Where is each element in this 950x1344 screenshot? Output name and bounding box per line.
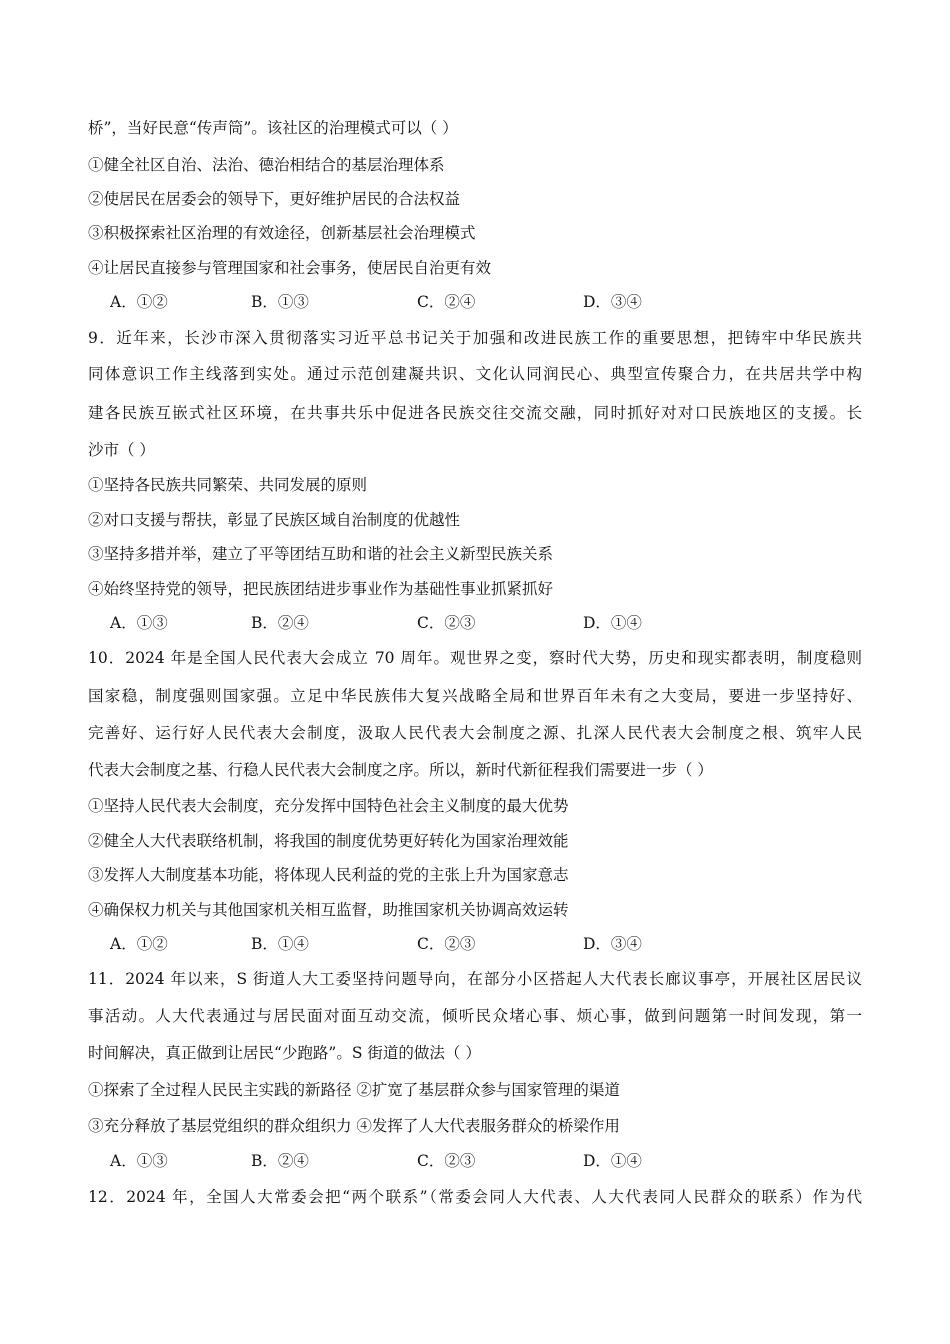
- q9-statement-1: ①坚持各民族共同繁荣、共同发展的原则: [88, 476, 368, 494]
- q9-stem-line-4: 沙市（ ）: [88, 441, 155, 459]
- q11-stem-line-3: 时间解决，真正做到让居民“少跑路”。S 街道的做法（ ）: [88, 1044, 481, 1062]
- q10-option-c[interactable]: C．②③: [417, 935, 476, 953]
- q11-stem-line-2: 事活动。人大代表通过与居民面对面互动交流，倾听民众堵心事、烦心事，做到问题第一时间发现，第一: [88, 1007, 862, 1025]
- q8-statement-1: ①健全社区自治、法治、德治相结合的基层治理体系: [88, 156, 445, 174]
- q11-option-d[interactable]: D．①④: [583, 1152, 642, 1170]
- q9-statement-2: ②对口支援与帮扶，彰显了民族区域自治制度的优越性: [88, 511, 461, 529]
- q8-option-c[interactable]: C．②④: [417, 293, 476, 311]
- q8-statement-4: ④让居民直接参与管理国家和社会事务，使居民自治更有效: [88, 259, 492, 277]
- q9-option-b[interactable]: B．②④: [251, 614, 309, 632]
- q10-option-d[interactable]: D．③④: [583, 935, 642, 953]
- q9-option-d[interactable]: D．①④: [583, 614, 642, 632]
- q10-stem-line-2: 国家稳，制度强则国家强。立足中华民族伟大复兴战略全局和世界百年未有之大变局，要进一步坚持好、: [88, 687, 862, 705]
- q10-stem-line-4: 代表大会制度之基、行稳人民代表大会制度之序。所以，新时代新征程我们需要进一步（ ）: [88, 761, 713, 779]
- q8-statement-3: ③积极探索社区治理的有效途径，创新基层社会治理模式: [88, 224, 476, 242]
- q9-statement-3: ③坚持多措并举，建立了平等团结互助和谐的社会主义新型民族关系: [88, 545, 554, 563]
- q11-statement-row-2: ③充分释放了基层党组织的群众组织力 ④发挥了人大代表服务群众的桥梁作用: [88, 1117, 620, 1135]
- q10-statement-1: ①坚持人民代表大会制度，充分发挥中国特色社会主义制度的最大优势: [88, 797, 569, 815]
- q12-stem-line-1: 12．2024 年，全国人大常委会把“两个联系”（常委会同人大代表、人大代表同人民群众的联系）作为代: [88, 1188, 862, 1206]
- q9-stem-line-1: 9．近年来，长沙市深入贯彻落实习近平总书记关于加强和改进民族工作的重要思想，把铸牢中华民族共: [88, 329, 862, 347]
- q9-statement-4: ④始终坚持党的领导，把民族团结进步事业作为基础性事业抓紧抓好: [88, 580, 554, 598]
- q8-option-a[interactable]: A．①②: [110, 293, 168, 311]
- q10-option-a[interactable]: A．①②: [110, 935, 168, 953]
- q9-option-c[interactable]: C．②③: [417, 614, 476, 632]
- q8-option-b[interactable]: B．①③: [251, 293, 309, 311]
- q11-option-b[interactable]: B．②④: [251, 1152, 309, 1170]
- q11-stem-line-1: 11．2024 年以来，S 街道人大工委坚持问题导向，在部分小区搭起人大代表长廊议事亭，开展社区居民议: [88, 970, 862, 988]
- q10-option-b[interactable]: B．①④: [251, 935, 309, 953]
- q11-option-a[interactable]: A．①③: [110, 1152, 168, 1170]
- q9-option-a[interactable]: A．①③: [110, 614, 168, 632]
- q10-statement-2: ②健全人大代表联络机制，将我国的制度优势更好转化为国家治理效能: [88, 832, 569, 850]
- q8-option-d[interactable]: D．③④: [583, 293, 642, 311]
- q10-statement-3: ③发挥人大制度基本功能，将体现人民利益的党的主张上升为国家意志: [88, 866, 569, 884]
- q11-statement-row-1: ①探索了全过程人民民主实践的新路径 ②扩宽了基层群众参与国家管理的渠道: [88, 1081, 620, 1099]
- q10-stem-line-1: 10．2024 年是全国人民代表大会成立 70 周年。观世界之变，察时代大势，历史和现实都表明，制度稳则: [88, 649, 862, 667]
- q10-stem-line-3: 完善好、运行好人民代表大会制度，汲取人民代表大会制度之源、扎深人民代表大会制度之根、筑牢人民: [88, 724, 862, 742]
- q11-option-c[interactable]: C．②③: [417, 1152, 476, 1170]
- q9-stem-line-2: 同体意识工作主线落到实处。通过示范创建凝共识、文化认同润民心、典型宣传聚合力，在共居共学中构: [88, 365, 862, 383]
- q8-statement-2: ②使居民在居委会的领导下，更好维护居民的合法权益: [88, 190, 461, 208]
- q10-statement-4: ④确保权力机关与其他国家机关相互监督，助推国家机关协调高效运转: [88, 901, 569, 919]
- q8-stem-tail: 桥”，当好民意“传声筒”。该社区的治理模式可以（ ）: [88, 119, 458, 137]
- q9-stem-line-3: 建各民族互嵌式社区环境，在共事共乐中促进各民族交往交流交融，同时抓好对对口民族地区的支援。长: [88, 404, 862, 422]
